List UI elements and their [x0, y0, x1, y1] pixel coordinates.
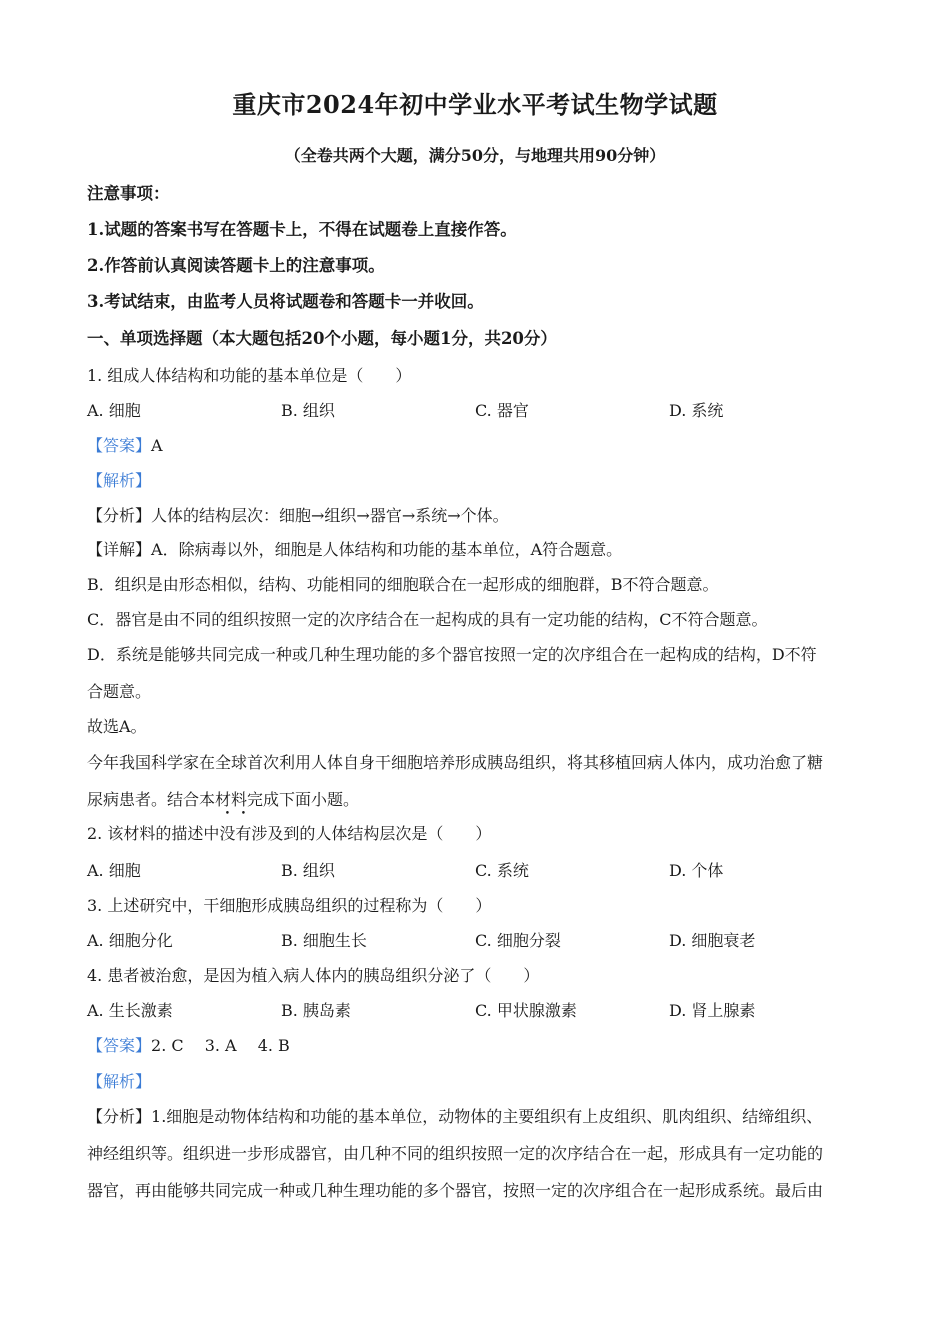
explanation-line: 神经组织等。组织进一步形成器官，由几种不同的组织按照一定的次序结合在一起，形成具有一定功能的	[87, 1144, 824, 1163]
answer-tag: 【答案】	[87, 436, 152, 455]
answer-line	[87, 434, 863, 458]
option-a: A. 细胞	[87, 861, 141, 880]
fenxi-tag: 【分析】	[87, 1107, 152, 1126]
option-b: B. 细胞生长	[281, 931, 367, 950]
xiangjie-text: A．除病毒以外，细胞是人体结构和功能的基本单位，A符合题意。	[151, 540, 623, 559]
option-d: D. 个体	[669, 861, 724, 880]
question-stem: 1. 组成人体结构和功能的基本单位是（ ）	[87, 366, 412, 385]
option-a: A. 细胞分化	[87, 931, 173, 950]
option-d: D. 细胞衰老	[669, 931, 756, 950]
emphasis-char: 有	[235, 824, 252, 843]
fenxi-text: 1.细胞是动物体结构和功能的基本单位，动物体的主要组织有上皮组织、肌肉组织、结缔组织、	[151, 1107, 823, 1126]
explanation-line: C．器官是由不同的组织按照一定的次序结合在一起构成的具有一定功能的结构，C不符合题意。	[87, 610, 768, 629]
note-item: 1.试题的答案书写在答题卡上，不得在试题卷上直接作答。	[87, 220, 517, 239]
option-d: D. 系统	[669, 401, 724, 420]
page-title: 重庆市2024年初中学业水平考试生物学试题	[232, 90, 718, 119]
conclusion-line: 故选A。	[87, 717, 147, 736]
fenxi-line	[87, 1105, 863, 1129]
note-item: 3.考试结束，由监考人员将试题卷和答题卡一并收回。	[87, 292, 484, 311]
answer-value: 2. C 3. A 4. B	[151, 1036, 290, 1055]
explanation-line: 器官，再由能够共同完成一种或几种生理功能的多个器官，按照一定的次序组合在一起形成系统。最后由	[87, 1181, 824, 1200]
option-b: B. 组织	[281, 861, 335, 880]
material-paragraph: 尿病患者。结合本材料完成下面小题。	[87, 790, 360, 809]
question-stem: 2. 该材料的描述中没有涉及到的人体结构层次是（ ）	[87, 822, 863, 846]
analysis-tag: 【解析】	[87, 471, 152, 490]
note-item: 2.作答前认真阅读答题卡上的注意事项。	[87, 256, 385, 275]
notes-heading: 注意事项：	[87, 184, 170, 203]
xiangjie-line	[87, 538, 863, 562]
section-heading: 一、单项选择题（本大题包括20个小题，每小题1分，共20分）	[87, 329, 557, 348]
page-subtitle: （全卷共两个大题，满分50分，与地理共用90分钟）	[284, 146, 666, 165]
xiangjie-tag: 【详解】	[87, 540, 152, 559]
option-c: C. 甲状腺激素	[475, 1001, 577, 1020]
fenxi-tag: 【分析】	[87, 506, 152, 525]
option-a: A. 细胞	[87, 401, 141, 420]
analysis-tag: 【解析】	[87, 1072, 152, 1091]
option-c: C. 系统	[475, 861, 529, 880]
option-c: C. 器官	[475, 401, 529, 420]
answer-line	[87, 1034, 863, 1058]
fenxi-text: 人体的结构层次：细胞→组织→器官→系统→个体。	[151, 506, 509, 525]
question-stem: 3. 上述研究中，干细胞形成胰岛组织的过程称为（ ）	[87, 896, 492, 915]
explanation-line: 合题意。	[87, 682, 152, 701]
explanation-line: B．组织是由形态相似，结构、功能相同的细胞联合在一起形成的细胞群，B不符合题意。	[87, 575, 719, 594]
option-d: D. 肾上腺素	[669, 1001, 756, 1020]
question-stem: 4. 患者被治愈，是因为植入病人体内的胰岛组织分泌了（ ）	[87, 966, 540, 985]
option-b: B. 组织	[281, 401, 335, 420]
answer-tag: 【答案】	[87, 1036, 152, 1055]
option-b: B. 胰岛素	[281, 1001, 351, 1020]
fenxi-line	[87, 504, 863, 528]
emphasis-char: 没	[219, 824, 236, 843]
option-a: A. 生长激素	[87, 1001, 173, 1020]
answer-value: A	[151, 436, 163, 455]
material-paragraph: 今年我国科学家在全球首次利用人体自身干细胞培养形成胰岛组织，将其移植回病人体内，成功治愈了糖	[87, 753, 824, 772]
option-c: C. 细胞分裂	[475, 931, 561, 950]
explanation-line: D．系统是能够共同完成一种或几种生理功能的多个器官按照一定的次序组合在一起构成的结构，D不符	[87, 645, 817, 664]
